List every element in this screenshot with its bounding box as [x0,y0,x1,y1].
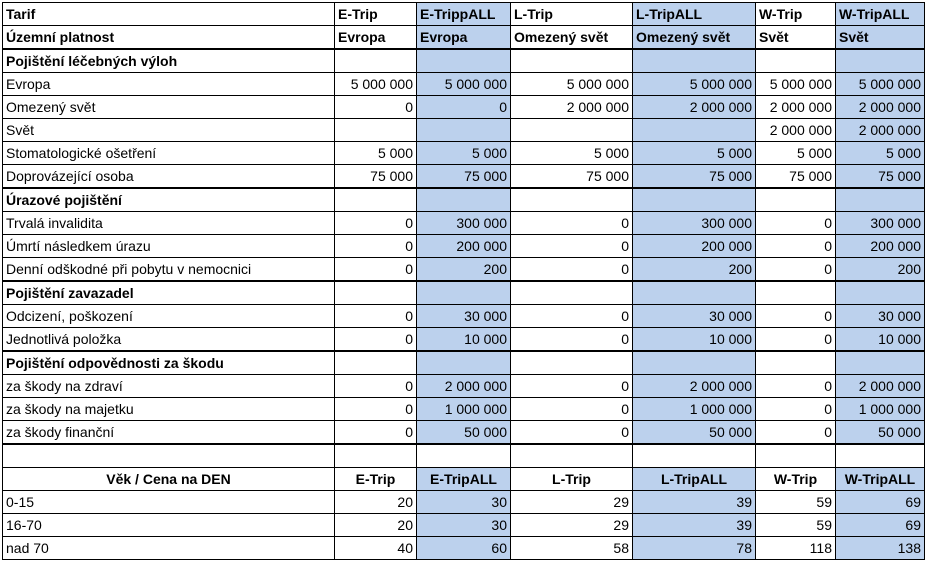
price-value: 20 [335,514,417,537]
insurance-tariff-table [2,2,925,560]
coverage-value: 2 000 000 [633,375,756,398]
coverage-value: 0 [511,258,633,282]
coverage-value: 200 000 [417,235,511,258]
coverage-value: 0 [335,96,417,119]
empty-cell [511,188,633,212]
price-value: 39 [633,514,756,537]
empty-cell [335,444,417,468]
section-title: Pojištění léčebných výloh [3,49,335,73]
coverage-value: 0 [511,212,633,235]
empty-cell [417,351,511,375]
empty-cell [511,49,633,73]
coverage-value [511,119,633,142]
empty-cell [836,281,925,305]
coverage-value: 0 [335,258,417,282]
coverage-value: 5 000 [633,142,756,165]
empty-cell [633,281,756,305]
price-plan-name: E-TripALL [417,468,511,491]
coverage-value: 0 [335,212,417,235]
plan-name: W-TripALL [836,3,925,26]
empty-cell [756,49,836,73]
price-value: 20 [335,491,417,514]
coverage-value: 30 000 [633,305,756,328]
coverage-value: 5 000 000 [417,73,511,96]
territory-value: Omezený svět [633,26,756,50]
coverage-value: 300 000 [633,212,756,235]
section-header-row [3,351,925,375]
coverage-value: 5 000 000 [756,73,836,96]
coverage-value: 0 [511,398,633,421]
price-row [3,537,925,560]
coverage-label: za škody na zdraví [3,375,335,398]
section-header-row [3,49,925,73]
coverage-label: Omezený svět [3,96,335,119]
coverage-value: 300 000 [836,212,925,235]
coverage-value: 200 [417,258,511,282]
empty-cell [511,444,633,468]
coverage-value: 0 [756,235,836,258]
coverage-label: za škody na majetku [3,398,335,421]
coverage-value: 0 [335,398,417,421]
coverage-value: 0 [511,328,633,352]
coverage-value [335,119,417,142]
territory-value: Evropa [417,26,511,50]
empty-cell [836,351,925,375]
tarif-label: Tarif [3,3,335,26]
age-group-label: 16-70 [3,514,335,537]
empty-cell [417,444,511,468]
plan-name: E-Trip [335,3,417,26]
price-value: 118 [756,537,836,560]
section-title: Úrazové pojištění [3,188,335,212]
territory-label: Územní platnost [3,26,335,50]
coverage-value: 200 000 [836,235,925,258]
price-value: 59 [756,514,836,537]
coverage-value: 0 [417,96,511,119]
empty-cell [633,444,756,468]
empty-cell [836,188,925,212]
coverage-value: 0 [756,258,836,282]
empty-cell [511,351,633,375]
coverage-value: 2 000 000 [836,375,925,398]
coverage-value: 75 000 [417,165,511,189]
coverage-value: 0 [335,375,417,398]
territory-value: Svět [836,26,925,50]
coverage-value: 2 000 000 [417,375,511,398]
coverage-value: 5 000 [335,142,417,165]
coverage-value [417,119,511,142]
coverage-value: 0 [756,305,836,328]
plan-name: L-TripALL [633,3,756,26]
coverage-value: 2 000 000 [511,96,633,119]
coverage-label: Doprovázející osoba [3,165,335,189]
coverage-value: 5 000 000 [335,73,417,96]
coverage-row [3,375,925,398]
coverage-value: 2 000 000 [836,119,925,142]
price-plan-name: E-Trip [335,468,417,491]
price-value: 30 [417,514,511,537]
coverage-label: Stomatologické ošetření [3,142,335,165]
coverage-value: 75 000 [836,165,925,189]
price-value: 60 [417,537,511,560]
coverage-value: 0 [756,212,836,235]
coverage-value: 10 000 [633,328,756,352]
price-value: 29 [511,491,633,514]
coverage-row [3,305,925,328]
territory-value: Svět [756,26,836,50]
price-value: 39 [633,491,756,514]
empty-cell [417,281,511,305]
coverage-value: 5 000 [756,142,836,165]
section-header-row [3,188,925,212]
empty-cell [756,188,836,212]
coverage-label: Evropa [3,73,335,96]
price-plan-name: W-Trip [756,468,836,491]
coverage-value: 0 [335,235,417,258]
coverage-value: 5 000 [836,142,925,165]
coverage-value: 50 000 [417,421,511,445]
coverage-value: 75 000 [633,165,756,189]
plan-header-row [3,3,925,26]
coverage-row [3,165,925,189]
coverage-value: 0 [756,375,836,398]
plan-name: E-TrippALL [417,3,511,26]
section-title: Pojištění odpovědnosti za škodu [3,351,335,375]
coverage-value: 0 [756,398,836,421]
coverage-row [3,73,925,96]
coverage-value: 5 000 000 [511,73,633,96]
price-plan-name: W-TripALL [836,468,925,491]
price-header-label: Věk / Cena na DEN [3,468,335,491]
coverage-value: 0 [511,375,633,398]
coverage-label: Trvalá invalidita [3,212,335,235]
empty-cell [633,188,756,212]
coverage-row [3,96,925,119]
coverage-label: Úmrtí následkem úrazu [3,235,335,258]
coverage-value: 10 000 [836,328,925,352]
coverage-value: 10 000 [417,328,511,352]
price-value: 138 [836,537,925,560]
coverage-row [3,398,925,421]
territory-row [3,26,925,50]
price-value: 69 [836,514,925,537]
spacer-row [3,444,925,468]
coverage-value: 0 [511,421,633,445]
plan-name: L-Trip [511,3,633,26]
coverage-value: 0 [335,421,417,445]
empty-cell [836,444,925,468]
empty-cell [836,49,925,73]
coverage-value: 5 000 [417,142,511,165]
empty-cell [335,281,417,305]
price-value: 69 [836,491,925,514]
age-group-label: nad 70 [3,537,335,560]
empty-cell [417,49,511,73]
coverage-value: 0 [511,235,633,258]
section-title: Pojištění zavazadel [3,281,335,305]
coverage-value: 0 [335,305,417,328]
price-value: 29 [511,514,633,537]
coverage-value: 200 [836,258,925,282]
coverage-row [3,119,925,142]
coverage-value: 50 000 [633,421,756,445]
price-row [3,491,925,514]
price-header-row [3,468,925,491]
coverage-value: 200 [633,258,756,282]
price-plan-name: L-Trip [511,468,633,491]
coverage-value: 75 000 [335,165,417,189]
territory-value: Evropa [335,26,417,50]
empty-cell [335,188,417,212]
coverage-value: 2 000 000 [756,96,836,119]
plan-name: W-Trip [756,3,836,26]
coverage-value: 1 000 000 [836,398,925,421]
coverage-row [3,212,925,235]
coverage-value: 0 [511,305,633,328]
price-value: 59 [756,491,836,514]
coverage-value: 0 [335,328,417,352]
price-plan-name: L-TripALL [633,468,756,491]
coverage-label: za škody finanční [3,421,335,445]
empty-cell [335,49,417,73]
coverage-label: Jednotlivá položka [3,328,335,352]
price-value: 40 [335,537,417,560]
coverage-value: 300 000 [417,212,511,235]
empty-cell [756,351,836,375]
coverage-row [3,328,925,352]
coverage-label: Svět [3,119,335,142]
coverage-value: 30 000 [836,305,925,328]
coverage-value: 1 000 000 [417,398,511,421]
empty-cell [756,444,836,468]
coverage-value: 2 000 000 [633,96,756,119]
coverage-value: 75 000 [756,165,836,189]
coverage-row [3,421,925,445]
coverage-label: Odcizení, poškození [3,305,335,328]
price-value: 78 [633,537,756,560]
empty-cell [511,281,633,305]
coverage-value: 5 000 [511,142,633,165]
coverage-value: 0 [756,328,836,352]
empty-cell [756,281,836,305]
coverage-value: 200 000 [633,235,756,258]
coverage-value: 30 000 [417,305,511,328]
empty-cell [633,351,756,375]
price-value: 58 [511,537,633,560]
coverage-value: 1 000 000 [633,398,756,421]
coverage-row [3,235,925,258]
coverage-value: 75 000 [511,165,633,189]
coverage-value: 2 000 000 [836,96,925,119]
coverage-value [633,119,756,142]
price-value: 30 [417,491,511,514]
empty-cell [633,49,756,73]
age-group-label: 0-15 [3,491,335,514]
territory-value: Omezený svět [511,26,633,50]
coverage-label: Denní odškodné při pobytu v nemocnici [3,258,335,282]
coverage-row [3,142,925,165]
coverage-value: 0 [756,421,836,445]
section-header-row [3,281,925,305]
coverage-row [3,258,925,282]
empty-cell [3,444,335,468]
empty-cell [335,351,417,375]
coverage-value: 2 000 000 [756,119,836,142]
coverage-value: 50 000 [836,421,925,445]
empty-cell [417,188,511,212]
coverage-value: 5 000 000 [836,73,925,96]
price-row [3,514,925,537]
coverage-value: 5 000 000 [633,73,756,96]
